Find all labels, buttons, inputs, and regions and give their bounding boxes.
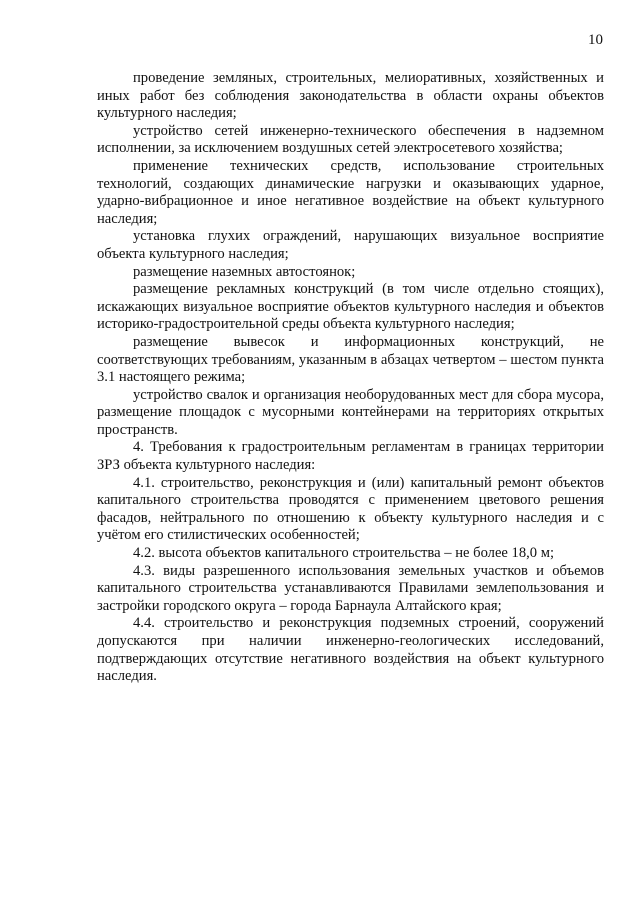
paragraph-requirement-4-3: 4.3. виды разрешенного использования земельных участков и объемов капитального строительства устанавливаются Правилами землепользования и застройки городского округа – города Барнаула Алтайского края; — [97, 562, 604, 614]
paragraph-prohibition-solid-fences: установка глухих ограждений, нарушающих визуальное восприятие объекта культурного наследия; — [97, 228, 604, 262]
paragraph-requirement-4-4: 4.4. строительство и реконструкция подземных строений, сооружений допускаются при наличии инженерно-геологических исследований, подтверждающих отсутствие негативного воздействия на объект культурного наследия. — [97, 615, 604, 685]
paragraph-prohibition-dynamic-loads: применение технических средств, использование строительных технологий, создающих динамические нагрузки и оказывающих ударное, ударно-вибрационное и иное негативное воздействие на объект культурного наследия; — [97, 157, 604, 227]
paragraph-prohibition-engineering-networks: устройство сетей инженерно-технического обеспечения в надземном исполнении, за исключением воздушных сетей электросетевого хозяйства; — [97, 122, 604, 157]
page-number: 10 — [588, 32, 603, 48]
section-heading-zrz-requirements: 4. Требования к градостроительным регламентам в границах территории ЗРЗ объекта культурного наследия: — [97, 439, 604, 474]
paragraph-prohibition-signboards: размещение вывесок и информационных конструкций, не соответствующих требованиям, указанным в абзацах четвертом – шестом пункта 3.1 настоящего режима; — [97, 333, 604, 386]
paragraph-requirement-4-2: 4.2. высота объектов капитального строительства – не более 18,0 м; — [133, 545, 555, 562]
document-body — [97, 70, 604, 686]
paragraph-prohibition-advertising: размещение рекламных конструкций (в том числе отдельно стоящих), искажающих визуальное восприятие объектов культурного наследия и объектов историко-градостроительной среды объекта культурного наследия; — [97, 281, 604, 333]
paragraph-prohibition-parking: размещение наземных автостоянок; — [133, 263, 356, 280]
paragraph-prohibition-dumps: устройство свалок и организация необорудованных мест для сбора мусора, размещение площадок с мусорными контейнерами на территориях открытых пространств. — [97, 386, 604, 438]
paragraph-prohibition-earthworks: проведение земляных, строительных, мелиоративных, хозяйственных и иных работ без соблюдения законодательства в области охраны объектов культурного наследия; — [97, 70, 604, 122]
paragraph-requirement-4-1: 4.1. строительство, реконструкция и (или) капитальный ремонт объектов капитального строительства проводятся с применением цветового решения фасадов, нейтрального по отношению к объекту культурного наследия и с учётом его стилистических особенностей; — [97, 474, 604, 544]
